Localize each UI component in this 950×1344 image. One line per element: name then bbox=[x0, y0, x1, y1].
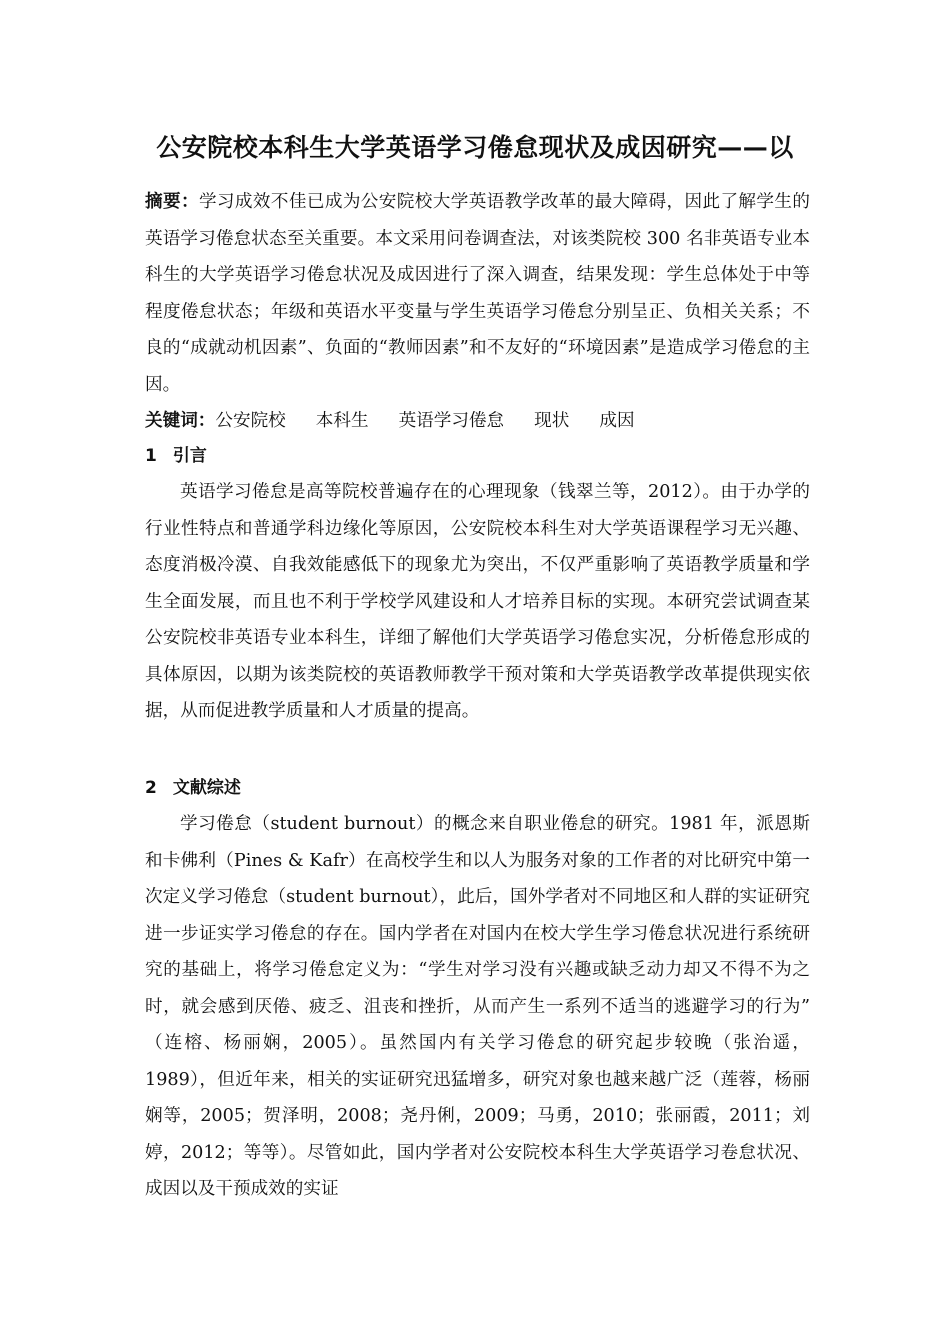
abstract-paragraph bbox=[145, 184, 810, 403]
section-heading-literature-review bbox=[145, 770, 810, 807]
abstract-text: 学习成效不佳已成为公安院校大学英语教学改革的最大障碍，因此了解学生的英语学习倦怠状态至关重要。本文采用问卷调查法，对该类院校 300 名非英语专业本科生的大学英语学习倦怠状况及成因进行了深入调查，结果发现：学生总体处于中等程度倦怠状态；年级和英语水平变量与学生英语学习倦怠分别呈正、负相关关系；不良的“成就动机因素”、负面的“教师因素”和不友好的“环境因素”是造成学习倦怠的主因。 bbox=[145, 192, 810, 395]
keyword-item: 本科生 bbox=[315, 411, 369, 431]
keyword-item: 英语学习倦怠 bbox=[398, 411, 505, 431]
section-body-introduction bbox=[145, 474, 810, 770]
section-number: 2 bbox=[145, 778, 157, 798]
paper-title: 公安院校本科生大学英语学习倦怠现状及成因研究——以 bbox=[156, 133, 794, 162]
paragraph-text: 英语学习倦怠是高等院校普遍存在的心理现象（钱翠兰等，2012）。由于办学的行业性特点和普通学科边缘化等原因，公安院校本科生对大学英语课程学习无兴趣、态度消极冷漠、自我效能感低下的现象尤为突出，不仅严重影响了英语教学质量和学生全面发展，而且也不利于学校学风建设和人才培养目标的实现。本研究尝试调查某公安院校非英语专业本科生，详细了解他们大学英语学习倦怠实况，分析倦怠形成的具体原因，以期为该类院校的英语教师教学干预对策和大学英语教学改革提供现实依据，从而促进教学质量和人才质量的提高。 bbox=[145, 482, 810, 721]
section-heading-introduction bbox=[145, 438, 810, 475]
keyword-item: 公安院校 bbox=[215, 411, 286, 431]
section-number: 1 bbox=[145, 446, 157, 466]
keyword-item: 成因 bbox=[599, 411, 635, 431]
keywords-line bbox=[145, 403, 810, 440]
abstract-label: 摘要： bbox=[145, 192, 199, 212]
paragraph-text: 学习倦怠（student burnout）的概念来自职业倦怠的研究。1981 年，派恩斯和卡佛利（Pines & Kafr）在高校学生和以人为服务对象的工作者的对比研究中第一次定义学习倦怠（student burnout），此后，国外学者对不同地区和人群的实证研究进一步证实学习倦怠的存在。国内学者在对国内在校大学生学习倦怠状况进行系统研究的基础上，将学习倦怠定义为：“学生对学习没有兴趣或缺乏动力却又不得不为之时，就会感到厌倦、疲乏、沮丧和挫折，从而产生一系列不适当的逃避学习的行为” （连榕、杨丽娴，2005）。虽然国内有关学习倦怠的研究起步较晚（张治遥，1989），但近年来，相关的实证研究迅猛增多，研究对象也越来越广泛（莲蓉，杨丽娴等，2005；贺泽明，2008；尧丹俐，2009；马勇，2010；张丽霞，2011；刘婷，2012；等等）。尽管如此，国内学者对公安院校本科生大学英语学习卷怠状况、成因以及干预成效的实证 bbox=[145, 814, 810, 1199]
section-body-literature-review bbox=[145, 806, 810, 1212]
section-title: 文献综述 bbox=[172, 778, 241, 798]
keyword-item: 现状 bbox=[534, 411, 570, 431]
keywords-label: 关键词： bbox=[145, 411, 216, 431]
section-title: 引言 bbox=[172, 446, 207, 466]
